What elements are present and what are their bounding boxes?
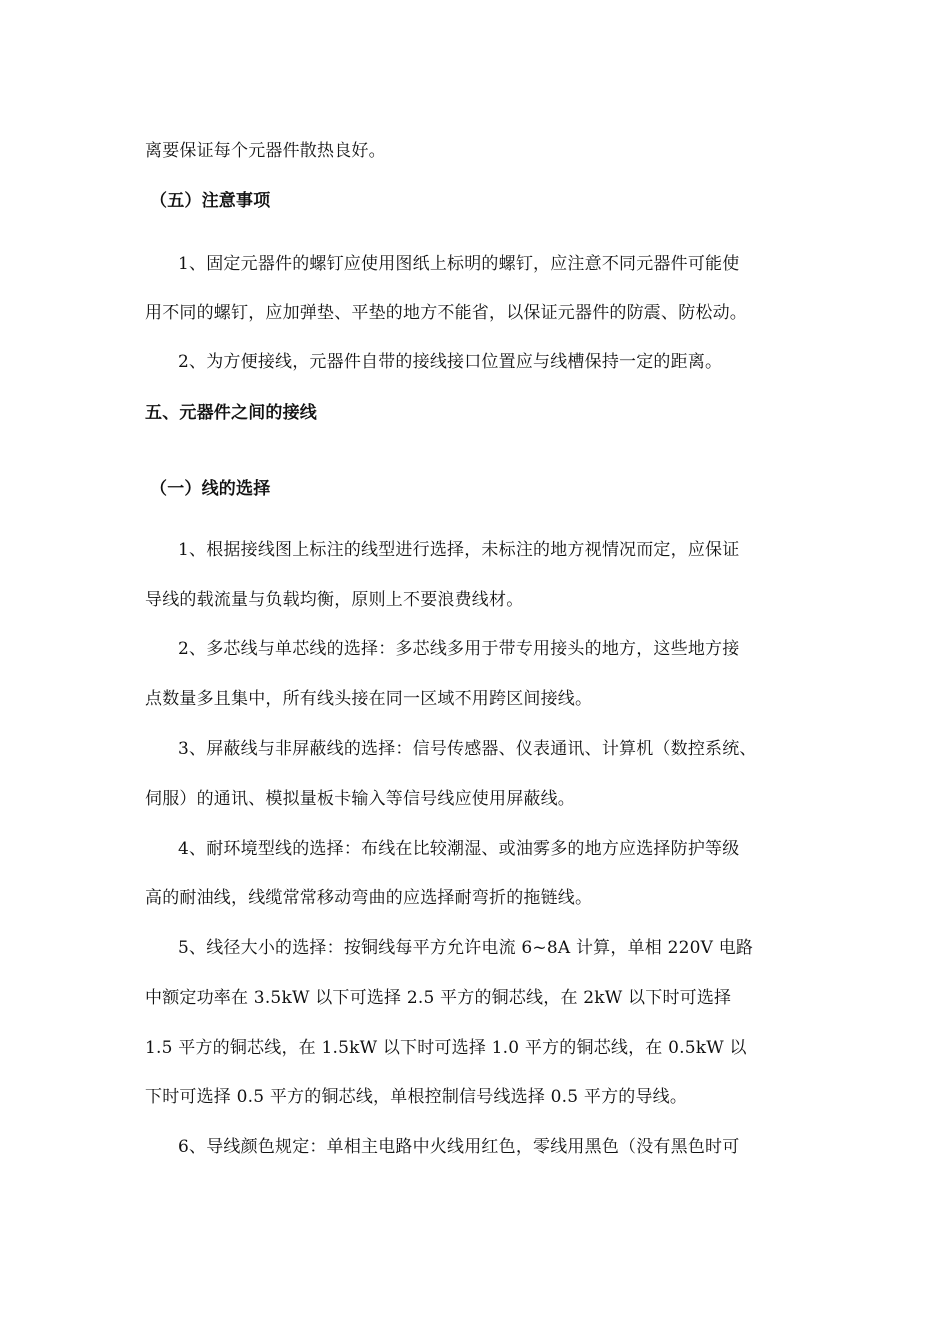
paragraph-line: 2、多芯线与单芯线的选择：多芯线多用于带专用接头的地方，这些地方接 (178, 639, 740, 659)
paragraph-line: 5、线径大小的选择：按铜线每平方允许电流 6~8A 计算，单相 220V 电路 (178, 938, 754, 958)
paragraph-line: 导线的载流量与负载均衡，原则上不要浪费线材。 (145, 590, 524, 610)
paragraph-line: 用不同的螺钉，应加弹垫、平垫的地方不能省，以保证元器件的防震、防松动。 (145, 303, 747, 323)
paragraph-line: 点数量多且集中，所有线头接在同一区域不用跨区间接线。 (145, 689, 593, 709)
paragraph-line: 1、固定元器件的螺钉应使用图纸上标明的螺钉，应注意不同元器件可能使 (178, 254, 740, 274)
section-heading: （五）注意事项 (150, 191, 271, 211)
paragraph-line: 离要保证每个元器件散热良好。 (145, 141, 386, 161)
paragraph-line: 6、导线颜色规定：单相主电路中火线用红色，零线用黑色（没有黑色时可 (178, 1137, 740, 1157)
paragraph-line: 伺服）的通讯、模拟量板卡输入等信号线应使用屏蔽线。 (145, 789, 575, 809)
paragraph-line: 2、为方便接线，元器件自带的接线接口位置应与线槽保持一定的距离。 (178, 352, 723, 372)
chapter-heading: 五、元器件之间的接线 (145, 403, 317, 423)
paragraph-line: 高的耐油线，线缆常常移动弯曲的应选择耐弯折的拖链线。 (145, 888, 593, 908)
paragraph-line: 4、耐环境型线的选择：布线在比较潮湿、或油雾多的地方应选择防护等级 (178, 839, 740, 859)
paragraph-line: 3、屏蔽线与非屏蔽线的选择：信号传感器、仪表通讯、计算机（数控系统、 (178, 739, 757, 759)
paragraph-line: 1.5 平方的铜芯线，在 1.5kW 以下时可选择 1.0 平方的铜芯线，在 0.5kW 以 (145, 1038, 747, 1058)
paragraph-line: 下时可选择 0.5 平方的铜芯线，单根控制信号线选择 0.5 平方的导线。 (145, 1087, 688, 1107)
paragraph-line: 1、根据接线图上标注的线型进行选择，未标注的地方视情况而定，应保证 (178, 540, 740, 560)
paragraph-line: 中额定功率在 3.5kW 以下可选择 2.5 平方的铜芯线，在 2kW 以下时可选择 (145, 988, 732, 1008)
section-heading: （一）线的选择 (150, 479, 271, 499)
